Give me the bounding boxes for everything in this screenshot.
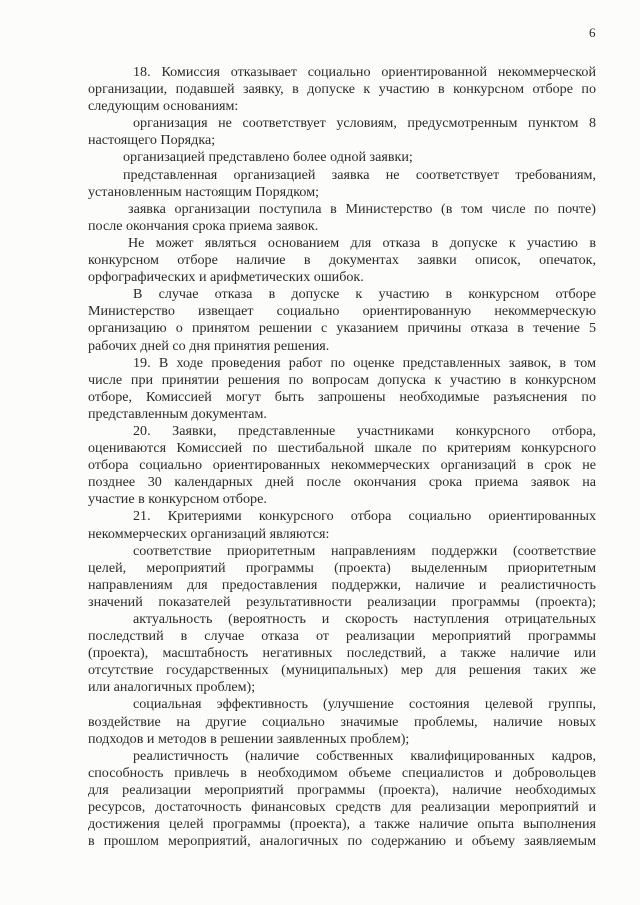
text-line: отборе, Комиссией могут быть запрошены необходимые разъяснения по bbox=[88, 388, 596, 405]
text-line: установленным настоящим Порядком; bbox=[88, 183, 320, 200]
text-line: ресурсов, достаточность финансовых средств для реализации мероприятий и bbox=[88, 799, 596, 816]
text-line: следующим основаниям: bbox=[88, 98, 239, 115]
text-line: числе при принятии решения по вопросам допуска к участию в конкурсном bbox=[88, 371, 596, 388]
text-line: заявка организации поступила в Министерство (в том числе по почте) bbox=[128, 200, 596, 217]
text-line: целей, мероприятий программы (проекта) выделенным приоритетным bbox=[88, 559, 596, 576]
text-line: некоммерческих организаций являются: bbox=[88, 525, 330, 542]
text-line: конкурсном отборе наличие в документах заявки описок, опечаток, bbox=[88, 252, 596, 269]
text-line: представленная организацией заявка не соответствует требованиям, bbox=[123, 166, 596, 183]
text-line: воздействие на другие социально значимые проблемы, наличие новых bbox=[88, 713, 596, 730]
text-line: 21. Критериями конкурсного отбора социально ориентированных bbox=[133, 508, 596, 525]
text-line: (проекта), масштабность негативных последствий, а также наличие или bbox=[88, 645, 596, 662]
text-line: В случае отказа в допуске к участию в конкурсном отборе bbox=[133, 286, 596, 303]
text-line: способность привлечь в необходимом объеме специалистов и добровольцев bbox=[88, 764, 596, 781]
text-line: отбора социально ориентированных некоммерческих организаций в срок не bbox=[88, 457, 596, 474]
text-line: для реализации мероприятий программы (проекта), наличие необходимых bbox=[88, 781, 596, 798]
text-line: реалистичность (наличие собственных квалифицированных кадров, bbox=[133, 747, 596, 764]
text-line: после окончания срока приема заявок. bbox=[88, 217, 319, 234]
text-line: организации, подавшей заявку, в допуске к участию в конкурсном отборе по bbox=[88, 81, 596, 98]
text-line: организация не соответствует условиям, предусмотренным пунктом 8 bbox=[133, 115, 596, 132]
text-line: достижения целей программы (проекта), а также наличие опыта выполнения bbox=[88, 816, 596, 833]
text-line: рабочих дней со дня принятия решения. bbox=[88, 337, 330, 354]
text-line: соответствие приоритетным направлениям поддержки (соответствие bbox=[133, 542, 596, 559]
document-body bbox=[88, 64, 596, 850]
text-line: отсутствие государственных (муниципальных) мер для решения таких же bbox=[88, 662, 596, 679]
text-line: 20. Заявки, представленные участниками конкурсного отбора, bbox=[133, 422, 596, 439]
text-line: Не может являться основанием для отказа в допуске к участию в bbox=[128, 234, 596, 251]
text-line: Министерство извещает социально ориентированную некоммерческую bbox=[88, 303, 596, 320]
text-line: организацией представлено более одной заявки; bbox=[123, 149, 413, 166]
text-line: значений показателей результативности реализации программы (проекта); bbox=[88, 593, 596, 610]
text-line: орфографических и арифметических ошибок. bbox=[88, 269, 364, 286]
text-line: настоящего Порядка; bbox=[88, 132, 216, 149]
text-line: последствий в случае отказа от реализации мероприятий программы bbox=[88, 628, 596, 645]
text-line: организацию о принятом решении с указанием причины отказа в течение 5 bbox=[88, 320, 596, 337]
text-line: позднее 30 календарных дней после окончания срока приема заявок на bbox=[88, 474, 596, 491]
text-line: представленным документам. bbox=[88, 405, 267, 422]
text-line: подходов и методов в решении заявленных проблем); bbox=[88, 730, 410, 747]
text-line: или аналогичных проблем); bbox=[88, 679, 256, 696]
page-number: 6 bbox=[589, 25, 596, 40]
text-line: 18. Комиссия отказывает социально ориентированной некоммерческой bbox=[133, 64, 596, 80]
text-line: участие в конкурсном отборе. bbox=[88, 491, 267, 508]
text-line: направлениям для предоставления поддержки, наличие и реалистичность bbox=[88, 576, 596, 593]
text-line: социальная эффективность (улучшение состояния целевой группы, bbox=[133, 696, 596, 713]
text-line: 19. В ходе проведения работ по оценке представленных заявок, в том bbox=[133, 354, 596, 371]
text-line: актуальность (вероятность и скорость наступления отрицательных bbox=[133, 611, 596, 627]
text-line: в прошлом мероприятий, аналогичных по содержанию и объему заявляемым bbox=[88, 833, 596, 850]
text-line: оцениваются Комиссией по шестибальной шкале по критериям конкурсного bbox=[88, 440, 596, 457]
